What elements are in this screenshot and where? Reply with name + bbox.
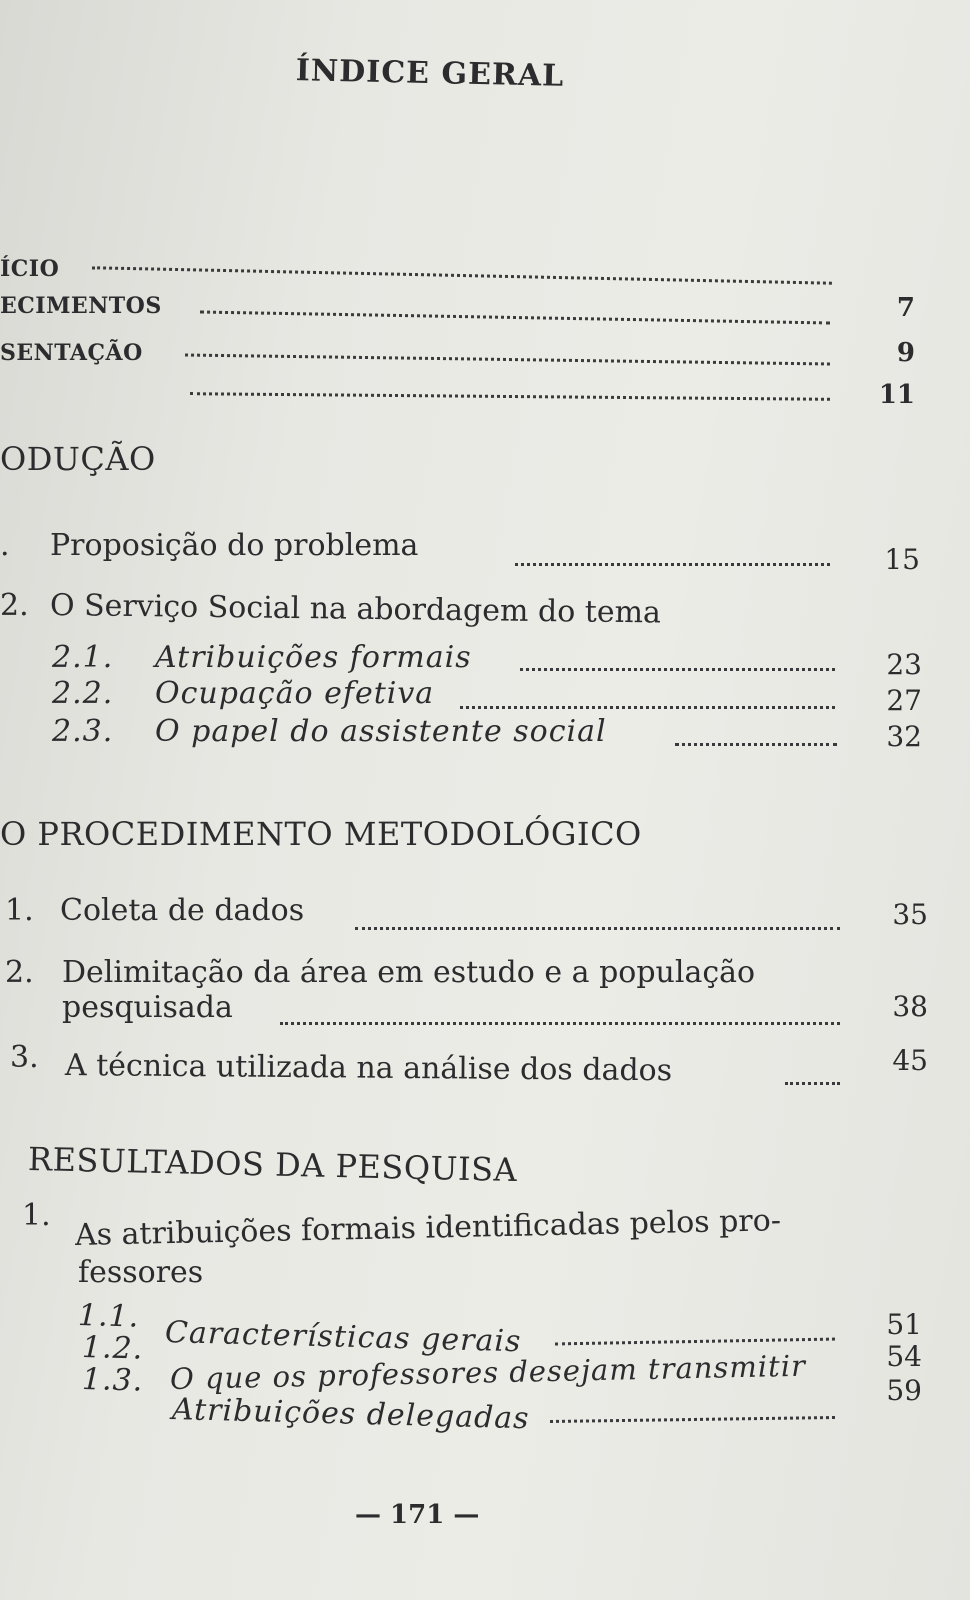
dot-leader — [92, 266, 832, 284]
toc-entry-label: Coleta de dados — [60, 893, 305, 928]
toc-entry-label: A técnica utilizada na análise dos dados — [64, 1048, 673, 1089]
toc-entry-label-cont: pesquisada — [62, 990, 233, 1025]
dot-leader — [460, 706, 835, 709]
section-heading-introducao: ODUÇÃO — [0, 440, 156, 478]
toc-entry-front-1: ÍCIO — [0, 256, 60, 282]
dot-leader — [200, 311, 830, 325]
dot-leader — [520, 668, 835, 671]
toc-num: 2. — [5, 955, 34, 990]
toc-page: 23 — [886, 648, 922, 681]
toc-entry-front-2: ECIMENTOS — [0, 293, 162, 319]
dot-leader — [515, 563, 830, 566]
toc-page-front-4: 11 — [878, 380, 915, 410]
page-title: ÍNDICE GERAL — [295, 53, 565, 94]
page-number-footer: — 171 — — [355, 1500, 480, 1530]
section-heading-resultados: RESULTADOS DA PESQUISA — [27, 1140, 518, 1190]
toc-sub-label: Ocupação efetiva — [155, 676, 435, 711]
toc-entry-label: As atribuições formais identificadas pelos pro- — [74, 1203, 782, 1253]
toc-page: 35 — [892, 898, 928, 931]
toc-page: 38 — [892, 990, 928, 1023]
section-heading-metodologia: O PROCEDIMENTO METODOLÓGICO — [0, 815, 642, 853]
toc-entry-label-cont: fessores — [78, 1255, 204, 1290]
toc-entry-front-3: SENTAÇÃO — [0, 340, 143, 366]
toc-page: 15 — [884, 543, 920, 576]
dot-leader — [190, 392, 830, 401]
toc-page: 27 — [886, 684, 922, 717]
toc-subnum: 2.2. — [52, 676, 114, 711]
toc-num: 2. — [0, 588, 29, 623]
toc-sub-label: O que os professores desejam transmitir — [169, 1348, 807, 1396]
toc-num: . — [0, 528, 10, 563]
dot-leader — [785, 1082, 840, 1085]
toc-page: 51 — [886, 1308, 922, 1341]
dot-leader — [555, 1338, 835, 1346]
toc-page: 59 — [886, 1374, 922, 1407]
toc-page-front-3: 9 — [896, 338, 915, 368]
toc-num: 1. — [5, 893, 34, 928]
toc-sub-label: Características gerais — [164, 1315, 522, 1360]
dot-leader — [280, 1022, 840, 1025]
toc-subnum: 1.2. — [81, 1330, 144, 1367]
toc-subnum: 2.1. — [52, 640, 114, 675]
toc-subnum: 1.3. — [81, 1362, 144, 1399]
toc-num: 3. — [10, 1040, 39, 1075]
toc-page: 54 — [886, 1340, 922, 1373]
toc-page-front-2: 7 — [896, 293, 915, 323]
toc-entry-label: Delimitação da área em estudo e a população — [62, 955, 756, 990]
toc-sub-label: Atribuições formais — [155, 640, 472, 675]
toc-entry-label: O Serviço Social na abordagem do tema — [49, 588, 662, 631]
toc-entry-label: Proposição do problema — [50, 528, 419, 563]
toc-subnum: 2.3. — [52, 714, 114, 749]
toc-subnum: 1.1. — [77, 1298, 140, 1335]
toc-page: 32 — [886, 720, 922, 753]
toc-sub-label: O papel do assistente social — [155, 714, 607, 749]
toc-sub-label: Atribuições delegadas — [171, 1392, 531, 1437]
dot-leader — [185, 353, 830, 365]
dot-leader — [355, 927, 840, 930]
toc-num: 1. — [22, 1198, 51, 1233]
dot-leader — [550, 1416, 835, 1423]
toc-page: 45 — [892, 1044, 928, 1077]
dot-leader — [675, 743, 837, 746]
